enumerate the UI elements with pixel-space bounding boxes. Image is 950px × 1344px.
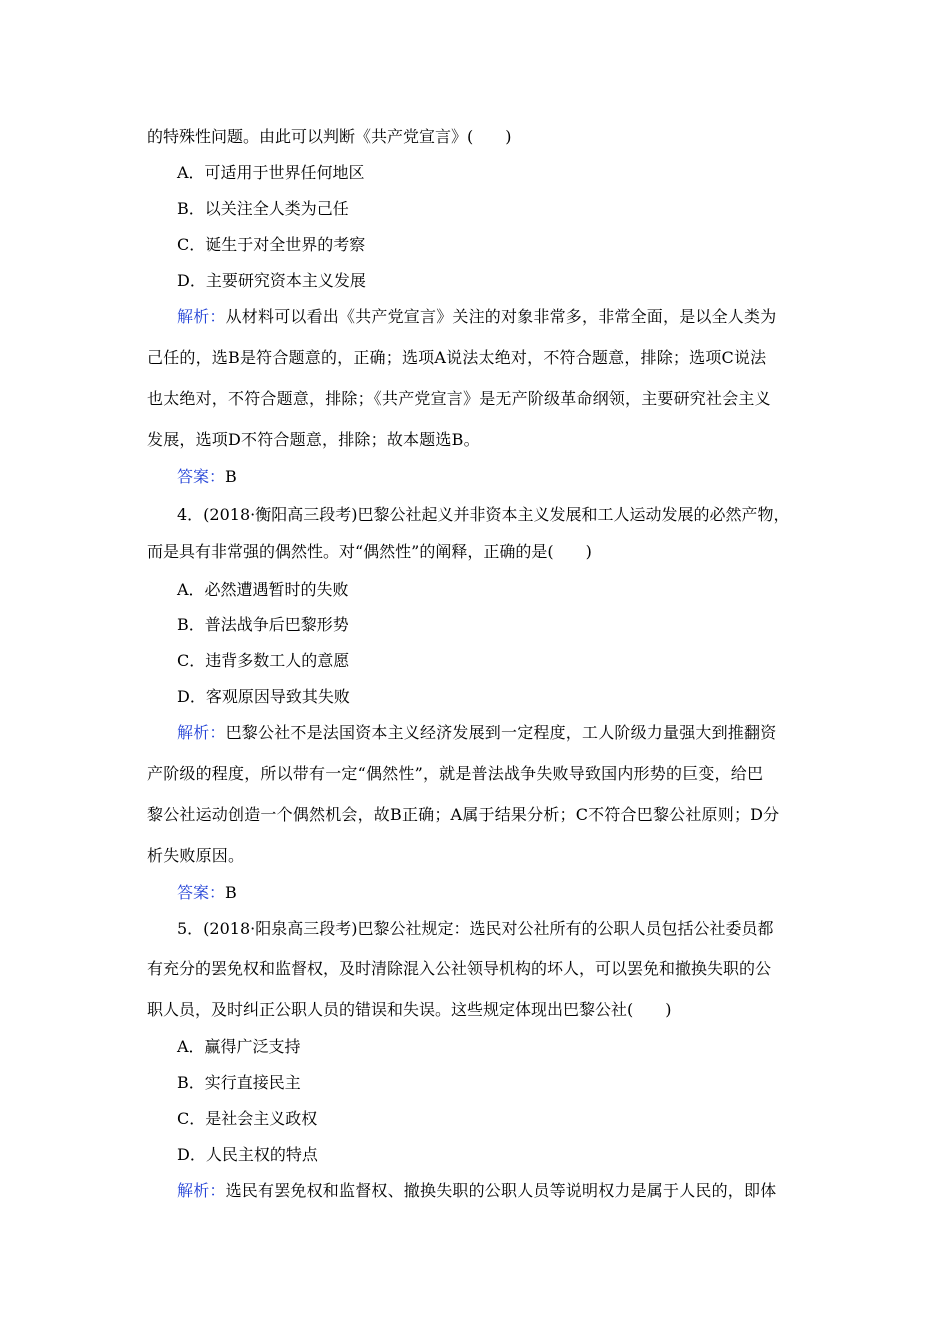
q4-answer [177,882,237,904]
q4-option-a: A．必然遭遇暂时的失败 [177,580,349,599]
q5-stem-line: 有充分的罢免权和监督权，及时清除混入公社领导机构的坏人，可以罢免和撤换失职的公 [147,959,772,978]
q3-answer-label: 答案： [177,467,226,486]
q5-analysis-first-line [177,1180,776,1202]
q4-answer-value: B [225,883,237,902]
q4-analysis-line: 黎公社运动创造一个偶然机会，故B正确；A属于结果分析；C不符合巴黎公社原则；D分 [147,805,780,824]
q5-stem-line: 5．(2018·阳泉高三段考)巴黎公社规定：选民对公社所有的公职人员包括公社委员都 [177,919,774,938]
q3-analysis-first-line [177,306,776,328]
q5-option-a: A．赢得广泛支持 [177,1037,301,1056]
q3-option-c: C．诞生于对全世界的考察 [177,235,366,254]
q5-option-b: B．实行直接民主 [177,1073,301,1092]
q3-option-a: A．可适用于世界任何地区 [177,163,365,182]
q5-option-d: D．人民主权的特点 [177,1145,318,1164]
q4-option-b: B．普法战争后巴黎形势 [177,615,349,634]
q4-analysis-label: 解析： [177,723,226,742]
q3-analysis-line: 也太绝对，不符合题意，排除；《共产党宣言》是无产阶级革命纲领，主要研究社会主义 [147,389,771,408]
q5-stem-line: 职人员，及时纠正公职人员的错误和失误。这些规定体现出巴黎公社( ) [147,1000,672,1019]
q4-analysis-line: 产阶级的程度，所以带有一定“偶然性”，就是普法战争失败导致国内形势的巨变，给巴 [147,764,764,783]
q3-analysis-line: 己任的，选B是符合题意的，正确；选项A说法太绝对，不符合题意，排除；选项C说法 [147,348,767,367]
q5-analysis-text: 选民有罢免权和监督权、撤换失职的公职人员等说明权力是属于人民的，即体 [225,1181,777,1200]
q3-analysis-line: 发展，选项D不符合题意，排除；故本题选B。 [147,430,480,449]
q3-analysis-label: 解析： [177,307,226,326]
q4-analysis-first-line [177,722,776,744]
q3-option-d: D．主要研究资本主义发展 [177,271,366,290]
q4-analysis-text: 巴黎公社不是法国资本主义经济发展到一定程度，工人阶级力量强大到推翻资 [225,723,777,742]
q5-analysis-label: 解析： [177,1181,226,1200]
q4-option-d: D．客观原因导致其失败 [177,687,350,706]
q5-option-c: C．是社会主义政权 [177,1109,318,1128]
q4-stem-line: 而是具有非常强的偶然性。对“偶然性”的阐释，正确的是( ) [147,542,592,561]
q3-answer [177,466,237,488]
q3-option-b: B．以关注全人类为己任 [177,199,349,218]
q4-analysis-line: 析失败原因。 [147,846,245,865]
q4-option-c: C．违背多数工人的意愿 [177,651,350,670]
q3-answer-value: B [225,467,237,486]
q4-stem-line: 4．(2018·衡阳高三段考)巴黎公社起义并非资本主义发展和工人运动发展的必然产物， [177,505,790,524]
q3-analysis-text: 从材料可以看出《共产党宣言》关注的对象非常多，非常全面，是以全人类为 [225,307,777,326]
q3-stem-tail: 的特殊性问题。由此可以判断《共产党宣言》( ) [147,127,512,146]
q4-answer-label: 答案： [177,883,226,902]
